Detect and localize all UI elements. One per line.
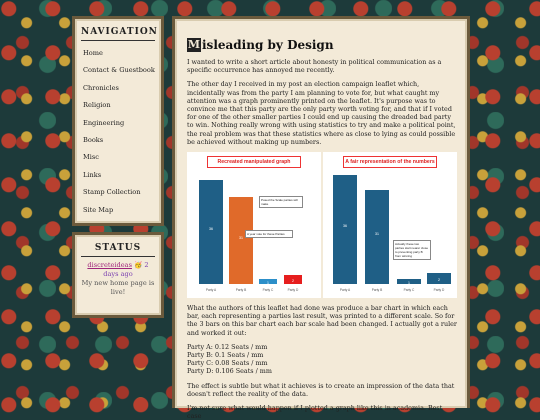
x-tick-label: Party B [235,288,247,293]
paragraph-leaflet: The other day I received in my post an election campaign leaflet which, incidentally was from the party I am planning to vote for, but what caught my attention was a graph prominently printed on the leaflet. It's purpose was to convince me that this party are the only party worth voting for, and that if I voted for one of the other smaller parties I could end up causing the dreaded bad party to win. Nothing really wrong with using statistics to try and make a political point, the real problem was that these statistics where as close to lying as could possible be achieved without making up numbers. [187,80,456,146]
scale-party-c: Party C: 0.08 Seats / mm [187,359,268,368]
status-meta [75,261,161,279]
chart-annotation: Actually these two parties start nearer close to preventing party B from winning [393,240,431,260]
status-panel [72,232,164,318]
bar-manipulated-2 [259,279,277,284]
navigation-panel [72,16,164,226]
nav-item-religion[interactable]: Religion [83,101,111,110]
status-time[interactable]: 2 days ago [103,261,149,278]
nav-item-contact[interactable]: Contact & Guestbook [83,66,155,75]
paragraph-academia: I'm not sure what would happen if I plotted a graph like this in academia. Best case [187,404,443,420]
scale-party-d: Party D: 0.106 Seats / mm [187,367,272,376]
scale-list [187,343,457,376]
nav-item-links[interactable]: Links [83,170,102,179]
article-panel [172,16,470,420]
title-dropcap: M [187,38,201,51]
nav-item-site-map[interactable]: Site Map [83,205,114,214]
comparison-figure [187,152,457,298]
bar-manipulated-3 [284,275,302,284]
navigation-heading: NAVIGATION [81,27,155,41]
x-tick-label: Party A [205,288,217,293]
bar-value-label: 1 [408,281,410,286]
x-tick-label: Party D [433,288,445,293]
bar-value-label: 31 [239,236,243,240]
bar-value-label: 31 [375,232,379,237]
fair-chart-title: A fair representation of the numbers [343,156,437,168]
nav-item-misc[interactable]: Misc [83,153,99,162]
bar-fair-2 [397,279,421,284]
article-title [187,38,467,52]
status-message: My new home page is live! [81,279,155,296]
status-user-link[interactable]: discreteideas [87,261,132,269]
bar-manipulated-0 [199,180,223,284]
nav-item-engineering[interactable]: Engineering [83,118,125,127]
nav-item-stamp-collection[interactable]: Stamp Collection [83,188,141,197]
nav-item-home[interactable]: Home [83,49,103,57]
manipulated-chart [187,152,321,298]
bar-fair-0 [333,175,357,284]
scale-party-b: Party B: 0.1 Seats / mm [187,351,264,360]
bar-fair-1 [365,190,389,284]
manipulated-chart-title: Recreated manipulated graph [207,156,301,168]
nav-item-books[interactable]: Books [83,136,104,145]
paragraph-method: What the authors of this leaflet had done was produce a bar chart in which each bar, each representing a parties last result, was printed to a different scale. So for the 3 bars on this bar chart each bar scale had been changed. I actually got a ruler and worked it out: [187,304,457,337]
party-emoji-icon: 🥳 [134,261,143,269]
bar-value-label: 2 [292,278,294,283]
x-tick-label: Party C [403,288,415,293]
bar-value-label: 1 [267,281,269,286]
bar-value-label: 36 [343,224,347,229]
paragraph-intro: I wanted to write a short article about honesty in political communication as a specific occurrence has annoyed me recently. [187,58,442,75]
status-heading: STATUS [81,243,155,257]
bar-value-label: 2 [438,278,440,283]
chart-annotation: Posed the Scale parties will make [259,196,303,208]
x-tick-label: Party A [339,288,351,293]
scale-party-a: Party A: 0.12 Seats / mm [187,342,268,351]
nav-list [75,45,161,219]
bar-fair-3 [427,273,451,284]
x-tick-label: Party C [262,288,274,293]
paragraph-effect: The effect is subtle but what it achieves is to create an impression of the data that doesn't reflect the reality of the data. [187,381,455,398]
bar-manipulated-1 [229,197,253,284]
x-tick-label: Party D [287,288,299,293]
bar-value-label: 36 [209,226,213,231]
fair-chart [323,152,457,298]
chart-annotation: A year vote for these Parties [245,230,293,238]
title-text: isleading by Design [202,38,334,52]
nav-item-chronicles[interactable]: Chronicles [83,83,119,92]
x-tick-label: Party B [371,288,383,293]
